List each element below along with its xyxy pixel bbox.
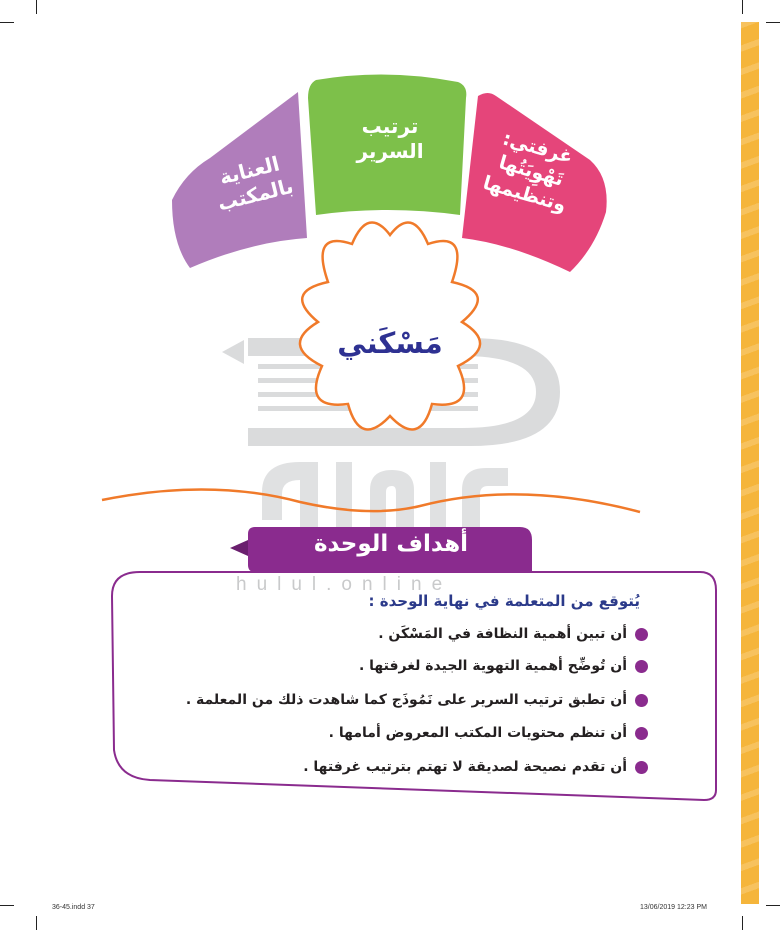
- label-room-ventilation: غرفتي: تَهْوِيَتُها وتنظيمها: [480, 127, 576, 216]
- goal-text: أن تقدم نصيحة لصديقة لا تهتم بترتيب غرفتها .: [303, 759, 627, 775]
- goal-text: أن تطبق ترتيب السرير على نَمُوذَج كما شاهدت ذلك من المعلمة .: [185, 692, 627, 708]
- goal-item: [329, 725, 648, 741]
- label-bed-making: ترتيب السرير: [356, 114, 424, 163]
- bullet-icon: [635, 727, 648, 740]
- footer-file-name: 36-45.indd 37: [52, 904, 95, 911]
- goal-text: أن تنظم محتويات المكتب المعروض أمامها .: [328, 725, 627, 741]
- footer-timestamp: 13/06/2019 12:23 PM: [640, 904, 707, 911]
- bullet-icon: [635, 761, 648, 774]
- watermark-text: hulul.online: [236, 574, 453, 595]
- goals-intro: يُتوقع من المتعلمة في نهاية الوحدة :: [368, 592, 640, 610]
- goal-text: أن تبين أهمية النظافة في المَسْكَن .: [378, 626, 627, 642]
- bullet-icon: [635, 628, 648, 641]
- bullet-icon: [635, 694, 648, 707]
- goal-item: [378, 626, 648, 642]
- banner-fold: [230, 540, 248, 556]
- goals-heading: أهداف الوحدة: [313, 531, 469, 557]
- bullet-icon: [635, 660, 648, 673]
- goal-item: [186, 692, 648, 708]
- goal-text: أن تُوضِّح أهمية التهوية الجيدة لغرفتها .: [358, 658, 627, 674]
- unit-title: مَسْكَني: [337, 326, 443, 360]
- goal-item: [359, 658, 648, 674]
- label-desk-care: العناية بالمكتب: [215, 151, 296, 216]
- goal-item: [303, 759, 648, 775]
